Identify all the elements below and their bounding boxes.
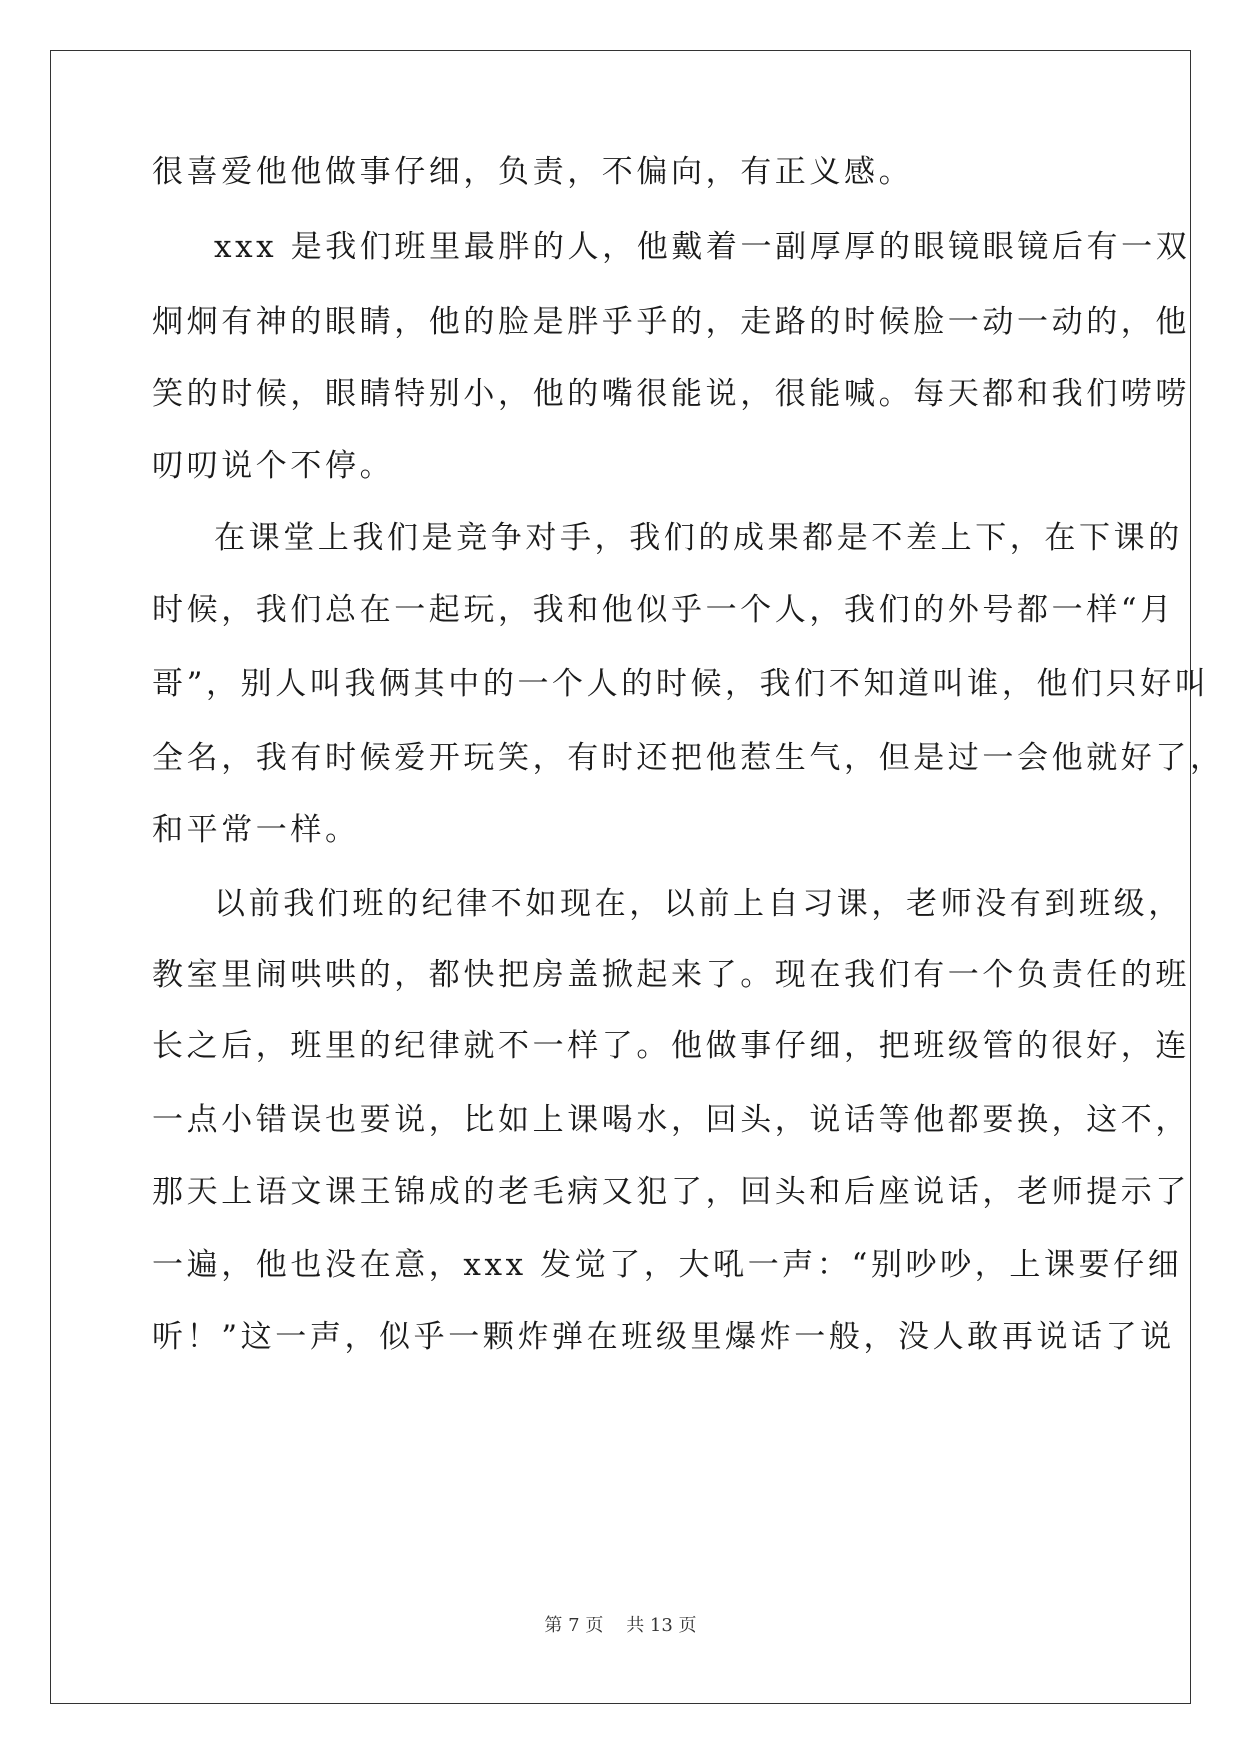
page-number-footer: 第 7 页 共 13 页	[544, 1615, 697, 1636]
page-border	[50, 50, 1191, 1704]
paragraph-first-line: xxx 是我们班里最胖的人，他戴着一副厚厚的眼镜眼镜后有一双	[214, 229, 1191, 265]
text-line: 全名，我有时候爱开玩笑，有时还把他惹生气，但是过一会他就好了，	[152, 740, 1225, 776]
paragraph-first-line: 以前我们班的纪律不如现在，以前上自习课，老师没有到班级，	[214, 886, 1183, 922]
text-line: 很喜爱他他做事仔细，负责，不偏向，有正义感。	[152, 154, 914, 190]
text-line: 那天上语文课王锦成的老毛病又犯了，回头和后座说话，老师提示了	[152, 1174, 1190, 1210]
text-line: 笑的时候，眼睛特别小，他的嘴很能说，很能喊。每天都和我们唠唠	[152, 376, 1190, 412]
text-line: 叨叨说个不停。	[152, 448, 395, 484]
text-line: 炯炯有神的眼睛，他的脸是胖乎乎的，走路的时候脸一动一动的，他	[152, 304, 1190, 340]
text-line: 教室里闹哄哄的，都快把房盖掀起来了。现在我们有一个负责任的班	[152, 957, 1190, 993]
text-line: 长之后，班里的纪律就不一样了。他做事仔细，把班级管的很好，连	[152, 1028, 1190, 1064]
paragraph-first-line: 在课堂上我们是竞争对手，我们的成果都是不差上下，在下课的	[214, 520, 1183, 556]
text-line: 时候，我们总在一起玩，我和他似乎一个人，我们的外号都一样“月	[152, 592, 1175, 628]
text-line: 一点小错误也要说，比如上课喝水，回头，说话等他都要换，这不，	[152, 1102, 1190, 1138]
text-line: 听！”这一声，似乎一颗炸弹在班级里爆炸一般，没人敢再说话了说	[152, 1319, 1175, 1355]
text-line: 和平常一样。	[152, 812, 360, 848]
text-line: 一遍，他也没在意，xxx 发觉了，大吼一声：“别吵吵，上课要仔细	[152, 1247, 1183, 1283]
text-line: 哥”，别人叫我俩其中的一个人的时候，我们不知道叫谁，他们只好叫	[152, 666, 1210, 702]
